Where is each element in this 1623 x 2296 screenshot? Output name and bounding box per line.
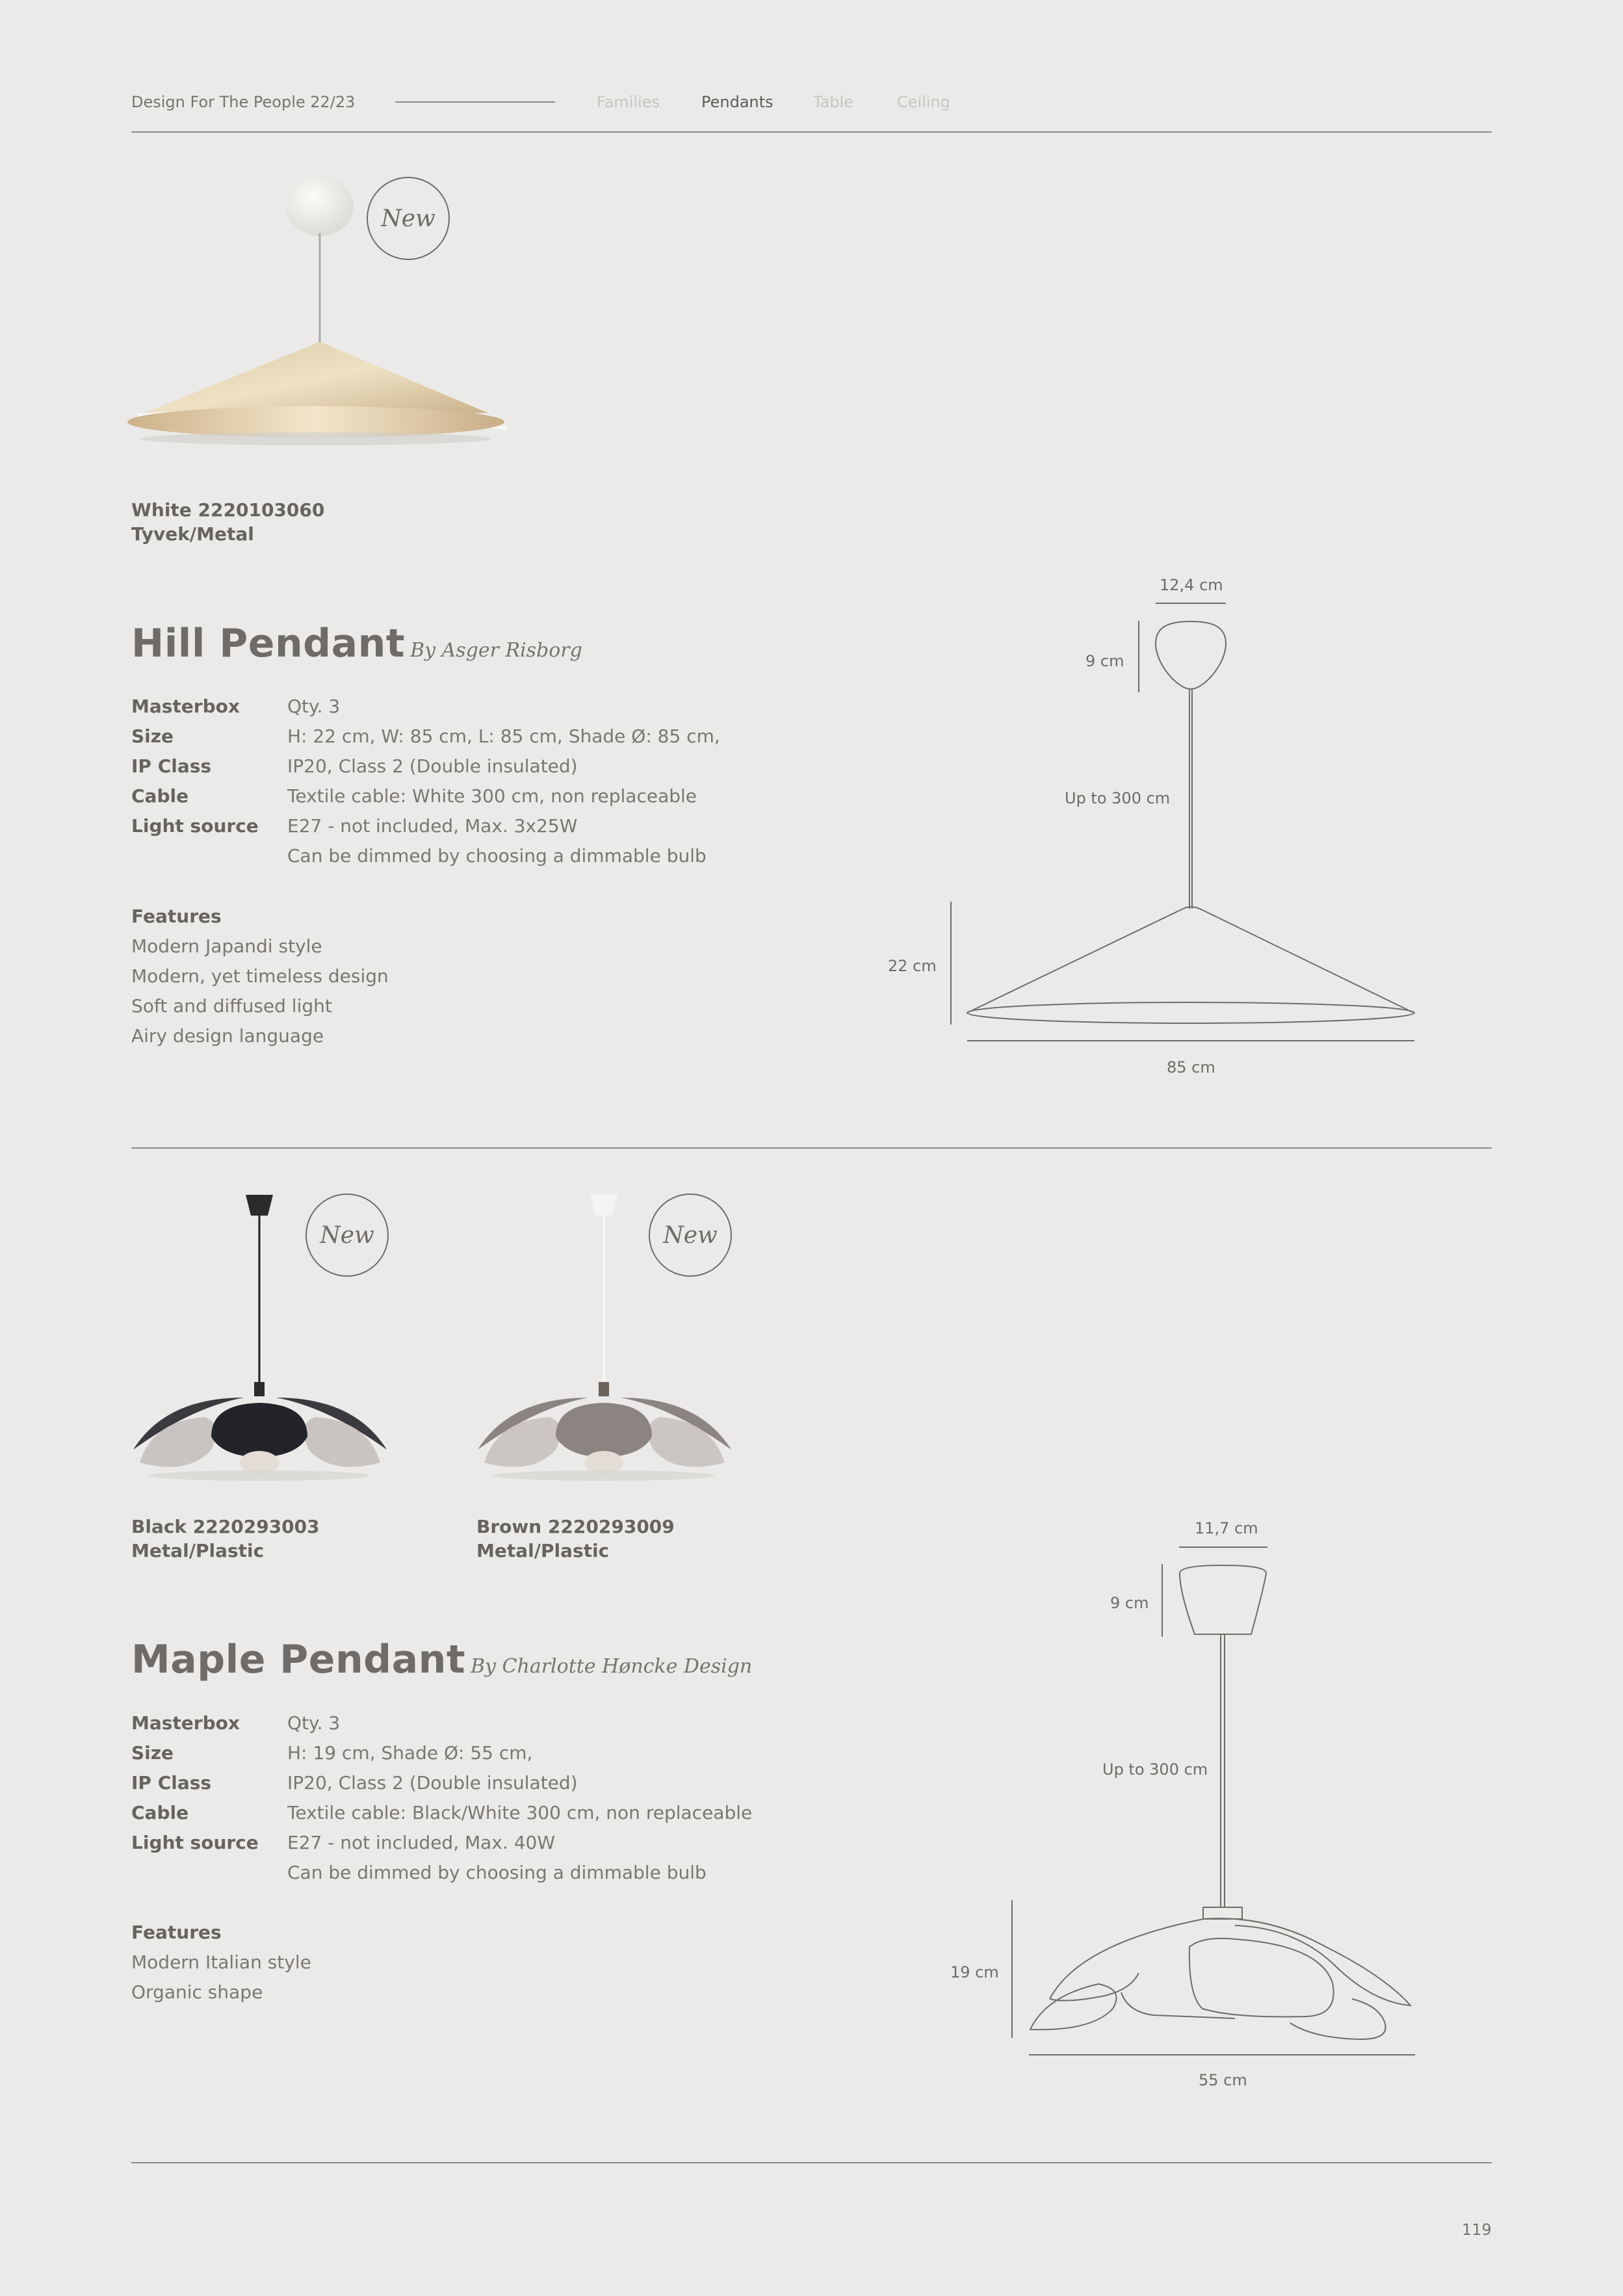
maple-dim-shade-height: 19 cm <box>950 1963 999 1981</box>
maple-dim-top-width: 11,7 cm <box>1195 1519 1258 1537</box>
features-heading: Features <box>131 906 222 927</box>
spec-value: E27 - not included, Max. 40W <box>287 1832 556 1853</box>
feature-item: Soft and diffused light <box>131 995 332 1017</box>
nav-table[interactable]: Table <box>813 93 854 111</box>
maple-brown-new-badge: New <box>649 1194 732 1277</box>
spec-value: E27 - not included, Max. 3x25W <box>287 815 578 837</box>
maple-dimension-drawing <box>0 1495 1623 2119</box>
spec-value: IP20, Class 2 (Double insulated) <box>287 755 578 777</box>
spec-key: IP Class <box>131 755 212 777</box>
hill-name: Hill Pendant <box>131 621 406 666</box>
maple-black-material: Metal/Plastic <box>131 1540 265 1561</box>
spec-key: IP Class <box>131 1772 212 1794</box>
hill-dim-top-width: 12,4 cm <box>1160 576 1223 594</box>
hill-dim-shade-height: 22 cm <box>888 957 937 975</box>
spec-key: Masterbox <box>131 1712 240 1734</box>
maple-brown-material: Metal/Plastic <box>476 1540 610 1561</box>
page-number: 119 <box>1462 2221 1492 2239</box>
hill-dim-cable: Up to 300 cm <box>1065 789 1171 807</box>
maple-name: Maple Pendant <box>131 1637 466 1682</box>
spec-value: Qty. 3 <box>287 1712 341 1734</box>
maple-dim-cable: Up to 300 cm <box>1102 1760 1208 1779</box>
spec-value: Qty. 3 <box>287 696 341 717</box>
section-rule <box>131 1147 1492 1149</box>
spec-value: Textile cable: White 300 cm, non replaceable <box>287 785 697 807</box>
maple-black-new-badge: New <box>305 1194 389 1277</box>
hill-dim-top-height: 9 cm <box>1085 652 1124 670</box>
feature-item: Modern Italian style <box>131 1951 311 1973</box>
hill-new-badge: New <box>367 177 450 260</box>
spec-key: Size <box>131 1742 174 1764</box>
nav-pendants[interactable]: Pendants <box>701 93 773 111</box>
features-heading: Features <box>131 1922 222 1943</box>
maple-dim-shade-width: 55 cm <box>1199 2071 1247 2089</box>
hill-dimension-drawing <box>0 0 1623 1105</box>
nav-families[interactable]: Families <box>597 93 660 111</box>
hill-variant-material: Tyvek/Metal <box>131 523 254 545</box>
spec-key: Light source <box>131 815 259 837</box>
maple-brown-code: Brown 2220293009 <box>476 1516 675 1537</box>
spec-key: Cable <box>131 785 189 807</box>
spec-value: H: 22 cm, W: 85 cm, L: 85 cm, Shade Ø: 85 cm, <box>287 725 720 747</box>
nav-ceiling[interactable]: Ceiling <box>897 93 950 111</box>
spec-key: Size <box>131 725 174 747</box>
maple-black-code: Black 2220293003 <box>131 1516 320 1537</box>
footer-rule <box>131 2162 1492 2163</box>
catalog-title: Design For The People 22/23 <box>131 93 356 111</box>
spec-key: Cable <box>131 1802 189 1823</box>
spec-key: Masterbox <box>131 696 240 717</box>
feature-item: Modern Japandi style <box>131 935 322 957</box>
feature-item: Modern, yet timeless design <box>131 965 389 987</box>
spec-value: Can be dimmed by choosing a dimmable bulb <box>287 845 707 867</box>
hill-dim-shade-width: 85 cm <box>1167 1058 1215 1076</box>
hill-designer: By Asger Risborg <box>410 639 582 662</box>
feature-item: Organic shape <box>131 1981 263 2003</box>
spec-value: Can be dimmed by choosing a dimmable bulb <box>287 1862 707 1883</box>
spec-value: Textile cable: Black/White 300 cm, non replaceable <box>287 1802 753 1823</box>
spec-key: Light source <box>131 1832 259 1853</box>
maple-designer: By Charlotte Høncke Design <box>471 1655 753 1678</box>
maple-dim-top-height: 9 cm <box>1110 1594 1149 1612</box>
hill-variant-code: White 2220103060 <box>131 499 325 521</box>
feature-item: Airy design language <box>131 1025 324 1047</box>
spec-value: H: 19 cm, Shade Ø: 55 cm, <box>287 1742 533 1764</box>
spec-value: IP20, Class 2 (Double insulated) <box>287 1772 578 1794</box>
